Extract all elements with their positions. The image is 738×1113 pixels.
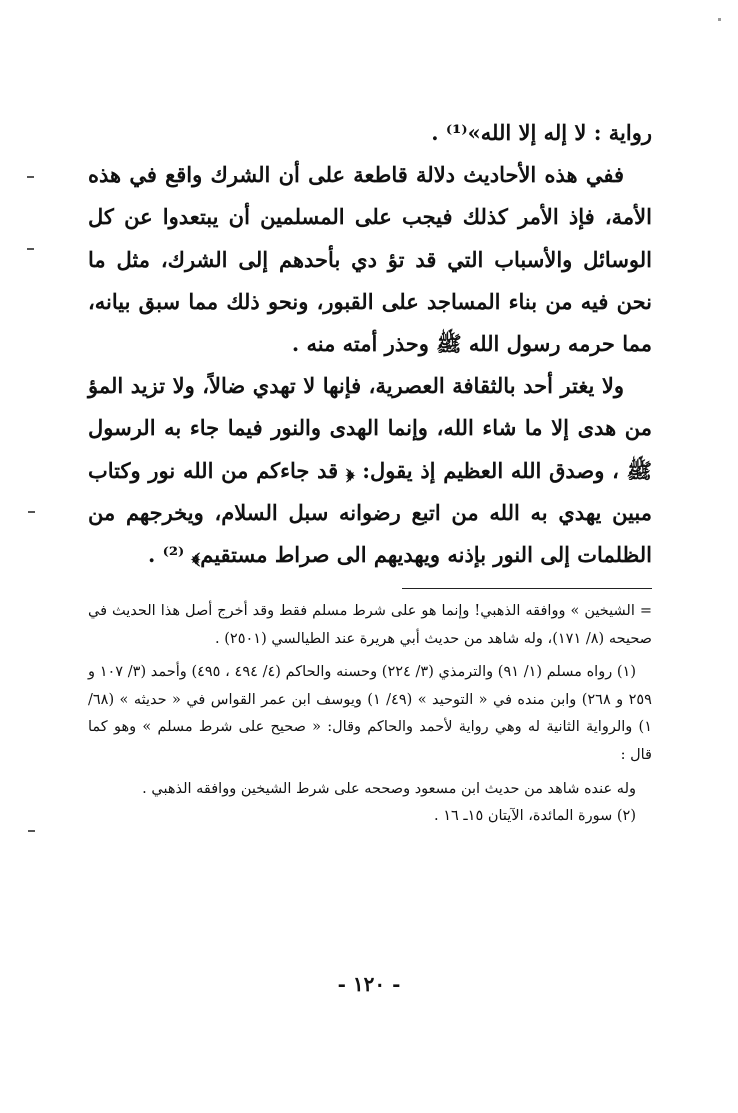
margin-mark xyxy=(27,248,34,250)
body-paragraph: رواية : لا إله إلا الله»⁽¹⁾ . xyxy=(431,120,652,145)
footnote-continuation: = الشيخين » ووافقه الذهبي! وإنما هو على شرط مسلم فقط وقد أخرج أصل هذا الحديث في صحيحه (٨/ ١٧١)، وله شاهد من حديث أبي هريرة عند الطيالسي (٢٥٠١) . xyxy=(88,603,652,647)
page-number: - ١٢٠ - xyxy=(337,972,401,996)
footnotes-block xyxy=(88,598,652,831)
body-paragraph: ولا يغتر أحد بالثقافة العصرية، فإنها لا تهدي ضالاً، ولا تزيد المؤ من هدى إلا ما شاء الله، وإنما الهدى والنور فيما جاء به الرسول ﷺ ، وصدق الله العظيم إذ يقول: ﴿ قد جاءكم من الله نور وكتاب مبين يهدي به الله من اتبع رضوانه سبل السلام، ويخرجهم من الظلمات إلى النور بإذنه ويهديهم الى صراط مستقيم﴾ ⁽²⁾ . xyxy=(88,373,652,568)
footnote-1-extra: وله عنده شاهد من حديث ابن مسعود وصححه على شرط الشيخين ووافقه الذهبي . xyxy=(142,780,636,797)
scan-speck xyxy=(718,18,721,21)
body-paragraph: ففي هذه الأحاديث دلالة قاطعة على أن الشرك واقع في هذه الأمة، فإذ الأمر كذلك فيجب على المسلمين أن يبتعدوا عن كل الوسائل والأسباب التي قد تؤ دي بأحدهم إلى الشرك، مثل ما نحن فيه من بناء المساجد على القبور، ونحو ذلك مما سبق بيانه، مما حرمه رسول الله ﷺ وحذر أمته منه . xyxy=(88,162,652,357)
footnote-1: (١) رواه مسلم (١/ ٩١) والترمذي (٣/ ٢٢٤) وحسنه والحاكم (٤/ ٤٩٤ ، ٤٩٥) وأحمد (٣/ ١٠٧ و ٢٥٩ و ٢٦٨) وابن منده في « التوحيد » (٤٩/ ١) ويوسف ابن عمر القواس في « حديثه » (٦٨/ ١) والرواية الثانية له وهي رواية لأحمد والحاكم وقال: « صحيح على شرط مسلم » وهو كما قال : xyxy=(88,664,652,763)
margin-mark xyxy=(28,830,35,832)
footnote-separator xyxy=(402,588,652,589)
main-body-text xyxy=(88,112,652,576)
margin-mark xyxy=(27,176,34,178)
margin-mark xyxy=(28,511,35,513)
footnote-2: (٢) سورة المائدة، الآيتان ١٥ـ ١٦ . xyxy=(434,808,636,825)
